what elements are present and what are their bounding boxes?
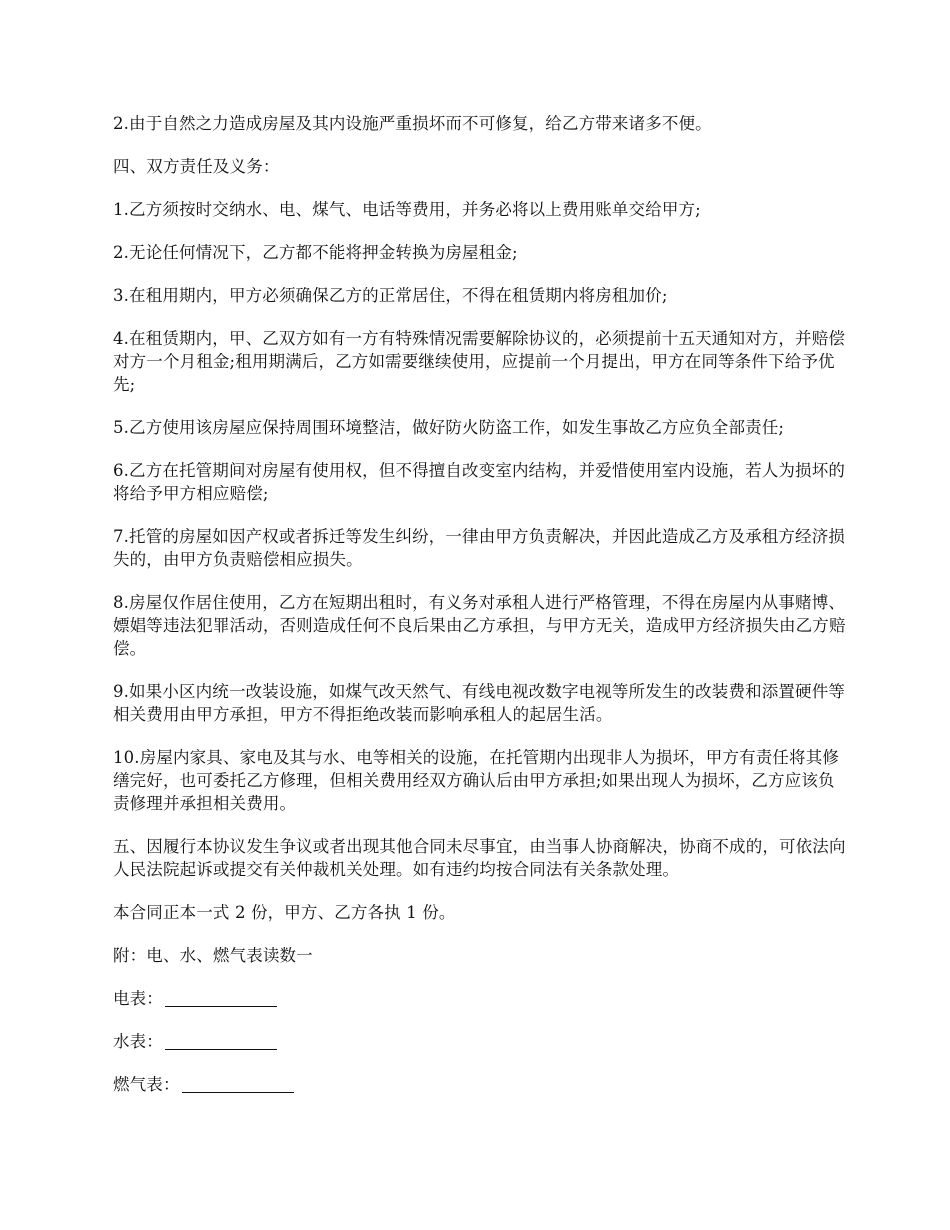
section-dispute-resolution: 五、因履行本协议发生争议或者出现其他合同未尽事宜，由当事人协商解决，协商不成的，可依法向人民法院起诉或提交有关仲裁机关处理。如有违约均按合同法有关条款处理。 [113, 837, 846, 879]
electric-meter-field [113, 987, 848, 1010]
water-meter-label: 水表： [113, 1032, 163, 1051]
paragraph-meter-readings-heading: 附：电、水、燃气表读数一 [113, 946, 313, 965]
paragraph-duty-6: 6.乙方在托管期间对房屋有使用权，但不得擅自改变室内结构，并爱惜使用室内设施，若人为损坏的将给予甲方相应赔偿; [113, 461, 845, 503]
paragraph-force-majeure: 2.由于自然之力造成房屋及其内设施严重损坏而不可修复，给乙方带来诸多不便。 [113, 114, 712, 133]
electric-meter-label: 电表： [113, 989, 163, 1008]
paragraph-duty-1: 1.乙方须按时交纳水、电、煤气、电话等费用，并务必将以上费用账单交给甲方; [113, 200, 701, 219]
section-heading-duties: 四、双方责任及义务： [113, 157, 280, 176]
gas-meter-field [113, 1073, 848, 1096]
paragraph-duty-5: 5.乙方使用该房屋应保持周围环境整洁，做好防火防盗工作，如发生事故乙方应负全部责任; [113, 418, 785, 437]
document-page [113, 112, 848, 1116]
gas-meter-label: 燃气表： [113, 1075, 180, 1094]
paragraph-copies: 本合同正本一式 2 份，甲方、乙方各执 1 份。 [113, 903, 456, 922]
water-meter-field [113, 1030, 848, 1053]
paragraph-duty-3: 3.在租用期内，甲方必须确保乙方的正常居住，不得在租赁期内将房租加价; [113, 286, 668, 305]
paragraph-duty-7: 7.托管的房屋如因产权或者拆迁等发生纠纷，一律由甲方负责解决，并因此造成乙方及承租方经济损失的，由甲方负责赔偿相应损失。 [113, 527, 845, 569]
gas-meter-blank [182, 1076, 294, 1093]
water-meter-blank [165, 1033, 277, 1050]
paragraph-duty-10: 10.房屋内家具、家电及其与水、电等相关的设施，在托管期内出现非人为损坏，甲方有责任将其修缮完好，也可委托乙方修理，但相关费用经双方确认后由甲方承担;如果出现人为损坏，乙方应该负责修理并承担相关费用。 [113, 748, 839, 813]
paragraph-duty-2: 2.无论任何情况下，乙方都不能将押金转换为房屋租金; [113, 243, 518, 262]
paragraph-duty-9: 9.如果小区内统一改装设施，如煤气改天然气、有线电视改数字电视等所发生的改装费和添置硬件等相关费用由甲方承担，甲方不得拒绝改装而影响承租人的起居生活。 [113, 682, 845, 724]
paragraph-duty-8: 8.房屋仅作居住使用，乙方在短期出租时，有义务对承租人进行严格管理，不得在房屋内从事赌博、嫖娼等违法犯罪活动，否则造成任何不良后果由乙方承担，与甲方无关，造成甲方经济损失由乙方赔偿。 [113, 593, 846, 658]
paragraph-duty-4: 4.在租赁期内，甲、乙双方如有一方有特殊情况需要解除协议的，必须提前十五天通知对方，并赔偿对方一个月租金;租用期满后，乙方如需要继续使用，应提前一个月提出，甲方在同等条件下给予优先; [113, 329, 845, 394]
electric-meter-blank [165, 990, 277, 1007]
